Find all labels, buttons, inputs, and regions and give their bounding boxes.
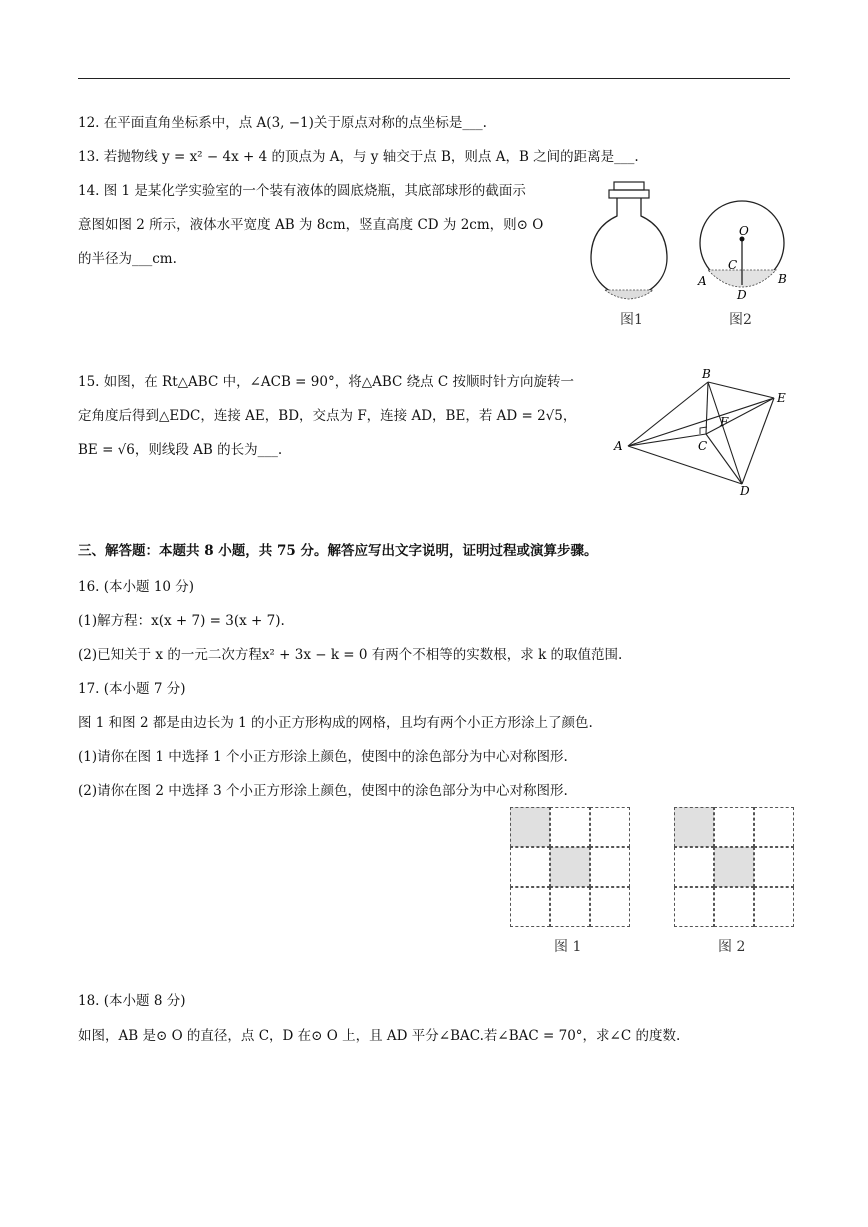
section-3-heading: 三、解答题：本题共 8 小题，共 75 分。解答应写出文字说明，证明过程或演算步骤。	[78, 543, 598, 559]
grid-cell	[510, 887, 550, 927]
label-a2: A	[614, 439, 623, 453]
question-14-line-2: 意图如图 2 所示，液体水平宽度 AB 为 8cm，竖直高度 CD 为 2cm，则⊙ O	[78, 217, 544, 233]
grid-1-caption: 图 1	[554, 939, 582, 955]
question-18-body: 如图，AB 是⊙ O 的直径，点 C，D 在⊙ O 上，且 AD 平分∠BAC.若∠BAC = 70°，求∠C 的度数.	[78, 1028, 681, 1044]
seg-ab	[628, 382, 708, 446]
question-15-line-2: 定角度后得到△EDC，连接 AE，BD，交点为 F，连接 AD，BE，若 AD = 2√5，	[78, 408, 577, 424]
grid-cell	[590, 807, 630, 847]
grid-cell	[674, 807, 714, 847]
grid-cell	[754, 807, 794, 847]
grid-cell	[550, 887, 590, 927]
figure-2-caption: 图2	[729, 312, 752, 328]
seg-be	[708, 382, 774, 398]
seg-ad	[628, 446, 742, 484]
header-rule	[78, 78, 790, 79]
grid-2-caption: 图 2	[718, 939, 746, 955]
rotation-figure	[612, 368, 797, 498]
grid-cell	[590, 887, 630, 927]
flask-cap	[609, 190, 649, 198]
question-14-line-3: 的半径为___cm.	[78, 251, 177, 267]
question-16-title: 16. (本小题 10 分)	[78, 579, 195, 595]
question-14-line-1: 14. 图 1 是某化学实验室的一个装有液体的圆底烧瓶，其底部球形的截面示	[78, 183, 526, 199]
seg-cd	[706, 434, 742, 484]
grid-cell	[550, 807, 590, 847]
question-17-intro: 图 1 和图 2 都是由边长为 1 的小正方形构成的网格，且均有两个小正方形涂上了颜色.	[78, 715, 593, 731]
question-17-title: 17. (本小题 7 分)	[78, 681, 186, 697]
label-e2: E	[777, 391, 786, 405]
seg-ec	[706, 398, 774, 434]
grid-cell	[714, 847, 754, 887]
label-c: C	[728, 258, 738, 272]
label-a: A	[698, 274, 707, 288]
grid-cell	[510, 807, 550, 847]
question-17-part-1: (1)请你在图 1 中选择 1 个小正方形涂上颜色，使图中的涂色部分为中心对称图形.	[78, 749, 568, 765]
grid-cell	[550, 847, 590, 887]
flask-liquid	[605, 290, 653, 299]
label-f2: F	[720, 415, 729, 429]
question-16-part-1: (1)解方程：x(x + 7) = 3(x + 7).	[78, 613, 285, 629]
flask-cap-top	[614, 182, 644, 190]
question-12: 12. 在平面直角坐标系中，点 A(3, −1)关于原点对称的点坐标是___.	[78, 115, 487, 131]
label-o: O	[739, 224, 749, 238]
label-c2: C	[698, 439, 708, 453]
grid-cell	[714, 807, 754, 847]
grid-cell	[674, 847, 714, 887]
label-b2: B	[702, 368, 711, 381]
grid-cell	[510, 847, 550, 887]
label-d: D	[737, 288, 747, 302]
grid-figure-2	[674, 807, 794, 927]
question-15-line-3: BE = √6，则线段 AB 的长为___.	[78, 442, 283, 458]
seg-ac	[628, 434, 706, 446]
label-d2: D	[740, 484, 750, 498]
seg-bc	[706, 382, 708, 434]
grid-cell	[714, 887, 754, 927]
grid-figure-1	[510, 807, 630, 927]
seg-ed	[742, 398, 774, 484]
grid-cell	[674, 887, 714, 927]
question-18-title: 18. (本小题 8 分)	[78, 993, 186, 1009]
label-b: B	[778, 272, 787, 286]
grid-cell	[754, 887, 794, 927]
question-16-part-2: (2)已知关于 x 的一元二次方程x² + 3x − k = 0 有两个不相等的实数根，求 k 的取值范围.	[78, 647, 623, 663]
circle-section-figure	[690, 195, 795, 305]
flask-figure	[585, 178, 675, 313]
seg-bd	[708, 382, 742, 484]
grid-cell	[590, 847, 630, 887]
question-17-part-2: (2)请你在图 2 中选择 3 个小正方形涂上颜色，使图中的涂色部分为中心对称图形.	[78, 783, 568, 799]
question-15-line-1: 15. 如图，在 Rt△ABC 中，∠ACB = 90°，将△ABC 绕点 C 按顺时针方向旋转一	[78, 374, 575, 390]
flask-body	[591, 198, 667, 296]
grid-cell	[754, 847, 794, 887]
question-13: 13. 若抛物线 y = x² − 4x + 4 的顶点为 A，与 y 轴交于点 B，则点 A，B 之间的距离是___.	[78, 149, 639, 165]
figure-1-caption: 图1	[620, 312, 643, 328]
